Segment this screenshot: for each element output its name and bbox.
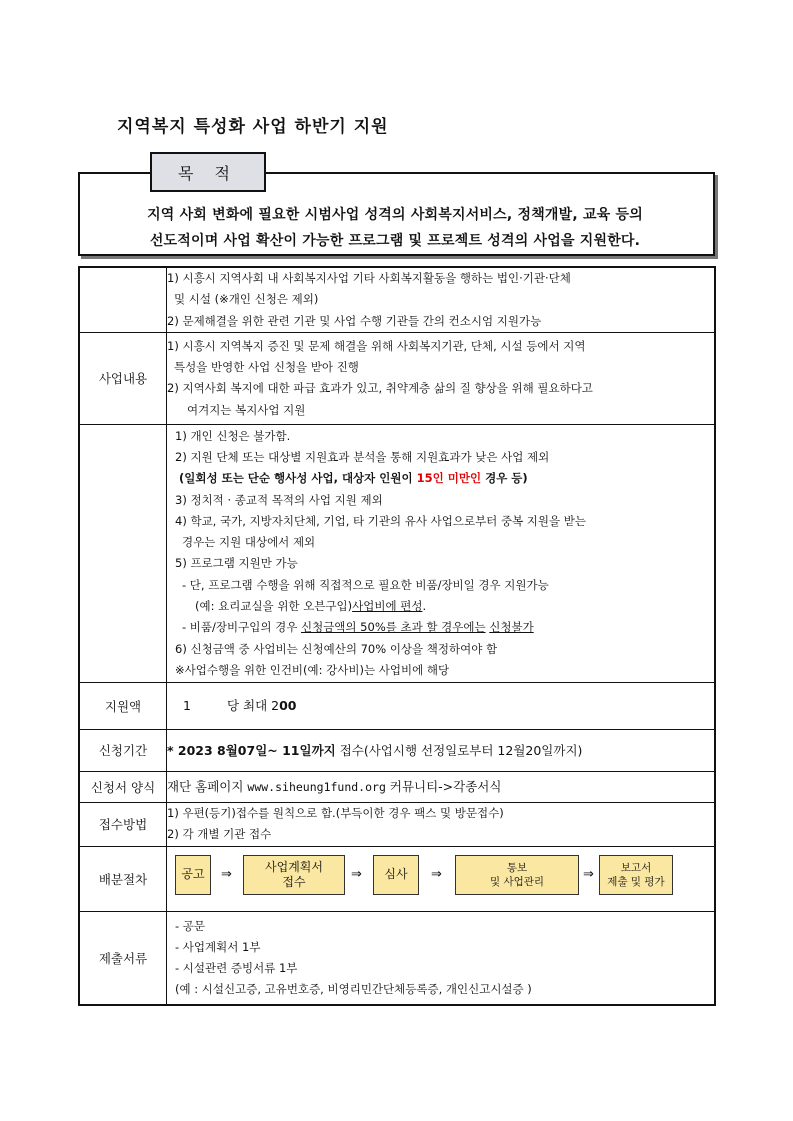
process-step-1-label: 공고 xyxy=(181,867,205,882)
row-form xyxy=(79,771,715,802)
condition-5-example-ul: 사업비에 편성 xyxy=(352,598,423,613)
condition-3: 3) 정치적 · 종교적 목적의 사업 지원 제외 xyxy=(175,492,383,507)
amount-part-3: 00 xyxy=(279,698,297,714)
eligibility-line-2: 및 시설 (※개인 신청은 제외) xyxy=(174,292,319,307)
process-step-5 xyxy=(599,855,673,895)
process-step-1 xyxy=(175,855,211,895)
condition-2-note-post: 경우 등) xyxy=(481,471,528,486)
purpose-line-2: 선도적이며 사업 확산이 가능한 프로그램 및 프로젝트 성격의 사업을 지원한다. xyxy=(149,233,641,249)
amount-part-2: 당 최대 2 xyxy=(226,698,280,714)
arrow-icon: ⇒ xyxy=(351,866,362,882)
row-amount xyxy=(79,682,715,729)
process-step-3 xyxy=(373,855,419,895)
row-process xyxy=(79,846,715,911)
condition-2-note-highlight: 15인 미만인 xyxy=(416,471,482,486)
condition-5-limit-ul1: 신청금액의 50%를 초과 할 경우에는 xyxy=(300,620,486,635)
condition-5-limit-ul2: 신청불가 xyxy=(489,620,534,635)
condition-1: 1) 개인 신청은 불가함. xyxy=(175,428,291,443)
eligibility-line-1: 1) 시흥시 지역사회 내 사회복지사업 기타 사회복지활동을 행하는 법인·기관·단체 xyxy=(167,271,571,285)
process-step-2-line-1: 사업계획서 xyxy=(265,859,323,874)
label-documents: 제출서류 xyxy=(79,911,167,1005)
row-documents xyxy=(79,911,715,1005)
condition-5-example xyxy=(175,596,714,617)
content-eligibility xyxy=(167,267,716,332)
content-process xyxy=(167,846,716,911)
label-receipt: 접수방법 xyxy=(79,802,167,846)
label-eligibility xyxy=(79,267,167,332)
process-step-3-label: 심사 xyxy=(384,867,408,882)
process-step-2-line-2: 접수 xyxy=(282,874,306,889)
arrow-icon: ⇒ xyxy=(583,866,594,882)
form-url-link[interactable]: www.siheung1fund.org xyxy=(247,779,386,794)
content-conditions xyxy=(167,424,716,682)
condition-6: 6) 신청금액 중 사업비는 신청예산의 70% 이상을 책정하여야 함 xyxy=(175,641,498,656)
condition-2-note-pre: (일회성 또는 단순 행사성 사업, 대상자 인원이 xyxy=(179,471,417,486)
condition-5-limit-pre: - 비품/장비구입의 경우 xyxy=(182,620,301,635)
business-line-1: 1) 시흥시 지역복지 증진 및 문제 해결을 위해 사회복지기관, 단체, 시설 등에서 지역 xyxy=(167,338,586,353)
form-pre: 재단 홈페이지 xyxy=(167,778,248,794)
process-flow xyxy=(167,847,714,911)
process-step-4-line-2: 및 사업관리 xyxy=(489,875,545,888)
row-business xyxy=(79,332,715,424)
condition-5-example-post: . xyxy=(422,598,427,613)
business-line-4: 여겨지는 복지사업 지원 xyxy=(187,402,306,417)
amount-part-1: 1 xyxy=(183,698,191,714)
label-amount: 지원액 xyxy=(79,682,167,729)
process-step-2 xyxy=(243,855,345,895)
page-title: 지역복지 특성화 사업 하반기 지원 xyxy=(117,117,389,137)
condition-4: 4) 학교, 국가, 지방자치단체, 기업, 타 기관의 유사 사업으로부터 중복 지원을 받는 xyxy=(175,513,587,528)
content-business xyxy=(167,332,716,424)
documents-line-2: - 사업계획서 1부 xyxy=(175,939,261,954)
condition-5: 5) 프로그램 지원만 가능 xyxy=(175,556,298,571)
row-receipt xyxy=(79,802,715,846)
purpose-tab: 목 적 xyxy=(150,152,266,192)
period-dates: * 2023 8월07일~ 11일까지 xyxy=(167,742,336,758)
label-business: 사업내용 xyxy=(79,332,167,424)
process-step-5-line-2: 제출 및 평가 xyxy=(607,875,665,888)
eligibility-line-3: 2) 문제해결을 위한 관련 기관 및 사업 수행 기관들 간의 컨소시엄 지원가능 xyxy=(167,313,542,328)
row-period xyxy=(79,729,715,771)
form-post: 커뮤니티->각종서식 xyxy=(385,778,502,794)
condition-5-limit xyxy=(175,617,714,638)
business-line-3: 2) 지역사회 복지에 대한 파급 효과가 있고, 취약계층 삶의 질 향상을 위해 필요하다고 xyxy=(167,381,593,396)
process-step-5-line-1: 보고서 xyxy=(620,861,652,874)
period-rest: 접수(사업시행 선정일로부터 12월20일까지) xyxy=(335,742,583,758)
arrow-icon: ⇒ xyxy=(431,866,442,882)
arrow-icon: ⇒ xyxy=(221,866,232,882)
purpose-text xyxy=(80,202,710,254)
process-step-4-line-1: 통보 xyxy=(506,861,528,874)
condition-5-note: - 단, 프로그램 수행을 위해 직접적으로 필요한 비품/장비일 경우 지원가능 xyxy=(182,577,549,592)
label-conditions xyxy=(79,424,167,682)
content-period xyxy=(167,729,716,771)
content-form xyxy=(167,771,716,802)
condition-4-cont: 경우는 지원 대상에서 제외 xyxy=(182,535,316,550)
info-table xyxy=(78,266,716,1006)
purpose-line-1: 지역 사회 변화에 필요한 시범사업 성격의 사회복지서비스, 정책개발, 교육 등의 xyxy=(147,207,643,223)
documents-line-3: - 시설관련 증빙서류 1부 xyxy=(175,961,298,976)
documents-line-1: - 공문 xyxy=(175,918,206,933)
receipt-line-2: 2) 각 개별 기관 접수 xyxy=(167,827,272,842)
content-documents xyxy=(167,911,716,1005)
condition-2: 2) 지원 단체 또는 대상별 지원효과 분석을 통해 지원효과가 낮은 사업 제외 xyxy=(175,449,550,464)
business-line-2: 특성을 반영한 사업 신청을 받아 진행 xyxy=(174,360,359,375)
condition-5-example-pre: (예: 요리교실을 위한 오븐구입) xyxy=(195,598,353,613)
content-amount xyxy=(167,682,716,729)
condition-6-note: ※사업수행을 위한 인건비(예: 강사비)는 사업비에 해당 xyxy=(175,662,450,677)
documents-line-4: (예 : 시설신고증, 고유번호증, 비영리민간단체등록증, 개인신고시설증 ) xyxy=(175,982,532,997)
condition-2-note xyxy=(175,468,714,489)
label-form: 신청서 양식 xyxy=(79,771,167,802)
label-process: 배분절차 xyxy=(79,846,167,911)
row-eligibility xyxy=(79,267,715,332)
content-receipt xyxy=(167,802,716,846)
receipt-line-1: 1) 우편(등기)접수를 원칙으로 함.(부득이한 경우 팩스 및 방문접수) xyxy=(167,806,504,821)
row-conditions xyxy=(79,424,715,682)
label-period: 신청기간 xyxy=(79,729,167,771)
process-step-4 xyxy=(455,855,579,895)
